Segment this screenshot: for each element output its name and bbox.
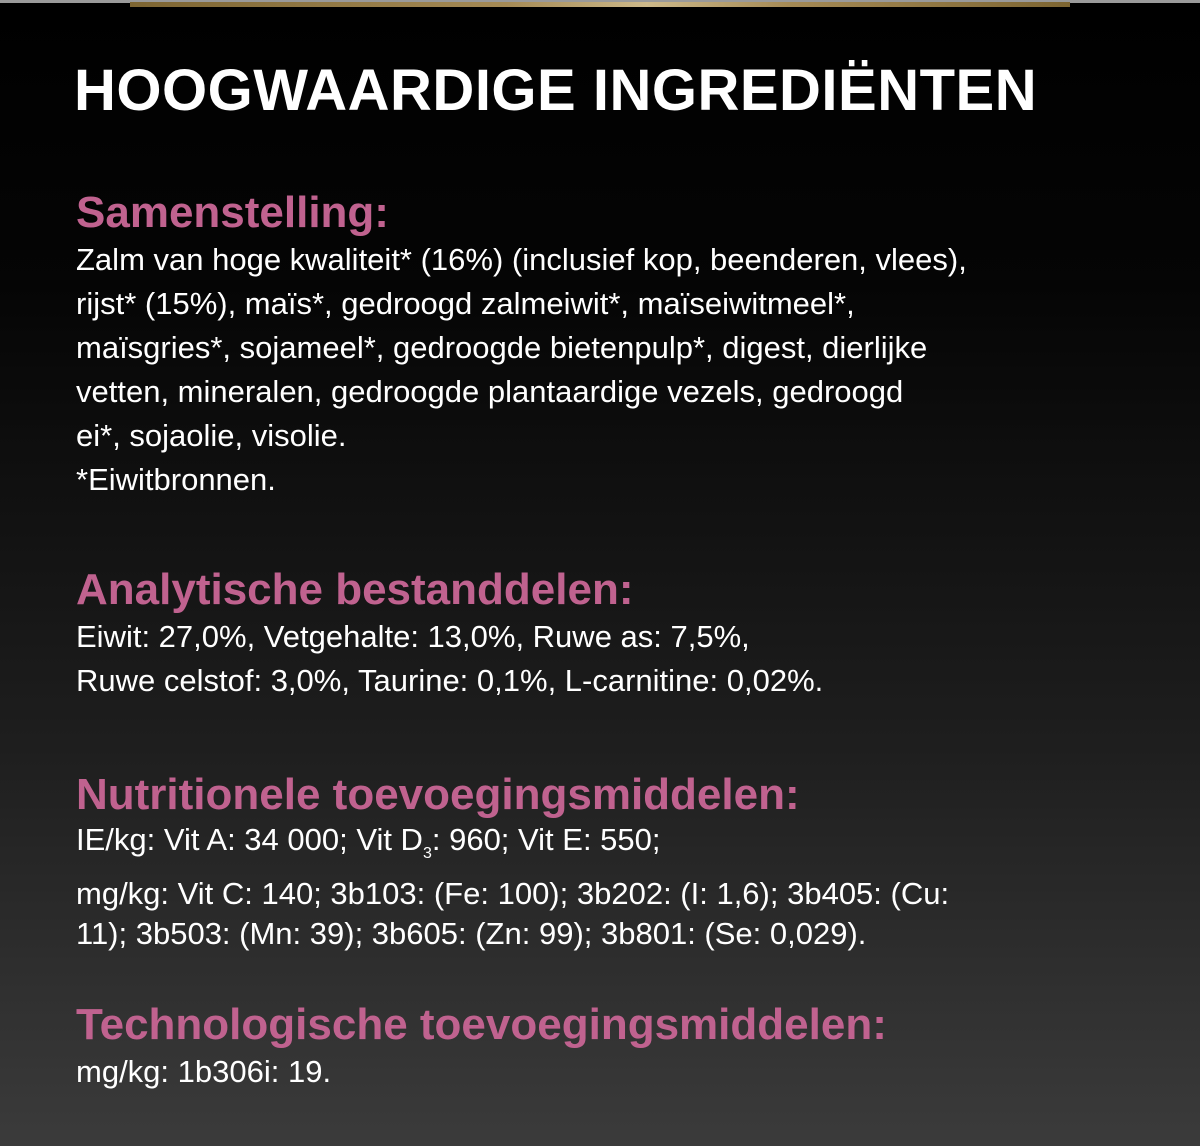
text-line: ei*, sojaolie, visolie. (76, 418, 347, 453)
text-line: *Eiwitbronnen. (76, 462, 276, 497)
page-title: HOOGWAARDIGE INGREDIËNTEN (74, 58, 1038, 123)
text-line: mg/kg: 1b306i: 19. (76, 1054, 332, 1089)
section-analytische (76, 565, 823, 703)
subscript: 3 (422, 845, 432, 862)
section-heading: Nutritionele toevoegingsmiddelen: (76, 770, 800, 819)
text-line: 11); 3b503: (Mn: 39); 3b605: (Zn: 99); 3b801: (Se: 0,029). (76, 916, 867, 951)
text-part: IE/kg: Vit A: 34 000; Vit D (76, 822, 423, 857)
section-heading: Analytische bestanddelen: (76, 565, 634, 614)
text-line: Eiwit: 27,0%, Vetgehalte: 13,0%, Ruwe as: 7,5%, (76, 619, 750, 654)
section-samenstelling (76, 188, 967, 502)
text-line: vetten, mineralen, gedroogde plantaardige vezels, gedroogd (76, 374, 904, 409)
text-line: maïsgries*, sojameel*, gedroogde bietenpulp*, digest, dierlijke (76, 330, 928, 365)
text-line: rijst* (15%), maïs*, gedroogd zalmeiwit*, maïseiwitmeel*, (76, 286, 855, 321)
section-nutritionele (76, 770, 949, 954)
text-part: : 960; Vit E: 550; (431, 822, 661, 857)
text-line: mg/kg: Vit C: 140; 3b103: (Fe: 100); 3b202: (I: 1,6); 3b405: (Cu: (76, 876, 950, 911)
text-line: Ruwe celstof: 3,0%, Taurine: 0,1%, L-carnitine: 0,02%. (76, 663, 824, 698)
gold-divider (130, 2, 1070, 7)
text-line (76, 820, 949, 874)
text-line: Zalm van hoge kwaliteit* (16%) (inclusief kop, beenderen, vlees), (76, 242, 967, 277)
section-heading: Technologische toevoegingsmiddelen: (76, 1000, 887, 1049)
section-technologische (76, 1000, 887, 1094)
section-heading: Samenstelling: (76, 188, 389, 237)
